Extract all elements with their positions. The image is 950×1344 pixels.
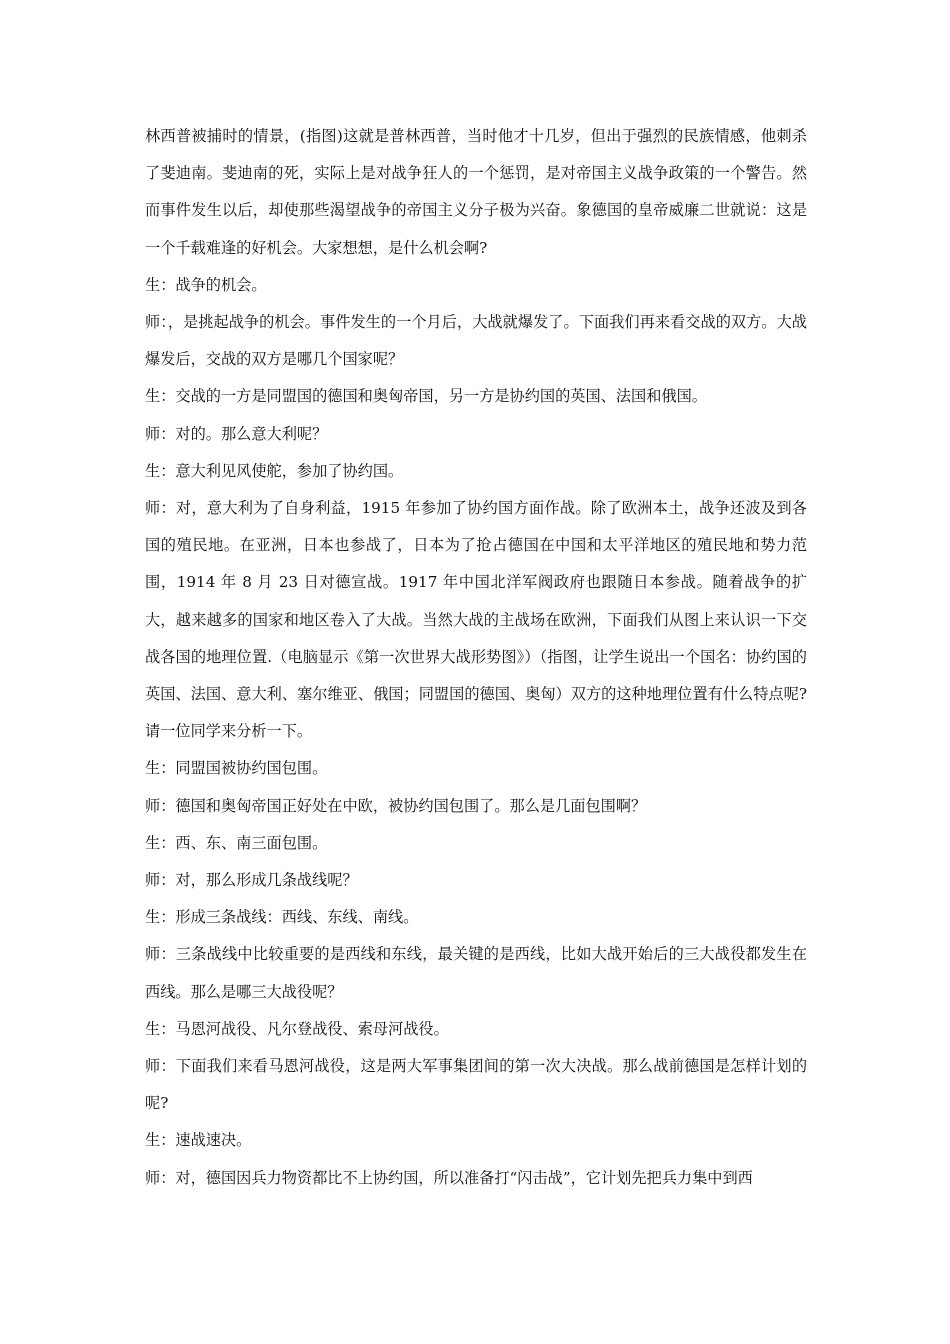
paragraph: 生：交战的一方是同盟国的德国和奥匈帝国，另一方是协约国的英国、法国和俄国。 (145, 387, 707, 406)
paragraph: 师：对，那么形成几条战线呢？ (145, 871, 358, 890)
paragraph: 生：西、东、南三面包围。 (145, 833, 328, 852)
paragraph: 师：德国和奥匈帝国正好处在中欧，被协约国包围了。那么是几面包围啊？ (145, 796, 647, 815)
paragraph: 林西普被捕时的情景，(指图)这就是普林西普，当时他才十几岁，但出于强烈的民族情感，他刺杀了斐迪南。斐迪南的死，实际上是对战争狂人的一个惩罚，是对帝国主义战争政策的一个警告。然而事件发生以后，却使那些渴望战争的帝国主义分子极为兴奋。象德国的皇帝威廉二世就说：这是一个千载难逢的好机会。大家想想，是什么机会啊? (145, 127, 807, 257)
paragraph: 师：三条战线中比较重要的是西线和东线，最关键的是西线，比如大战开始后的三大战役都发生在西线。那么是哪三大战役呢？ (145, 945, 807, 1001)
paragraph: 生：速战速决。 (145, 1131, 252, 1150)
paragraph: 师：对，意大利为了自身利益，1915 年参加了协约国方面作战。除了欧洲本土，战争还波及到各国的殖民地。在亚洲，日本也参战了，日本为了抢占德国在中国和太平洋地区的殖民地和势力范围，1914 年 8 月 23 日对德宣战。1917 年中国北洋军阀政府也跟随日本参战。随着战争的扩大，越来越多的国家和地区卷入了大战。当然大战的主战场在欧洲，下面我们从图上来认识一下交战各国的地理位置.（电脑显示《第一次世界大战形势图》）（指图，让学生说出一个国名：协约国的英国、法国、意大利、塞尔维亚、俄国；同盟国的德国、奥匈）双方的这种地理位置有什么特点呢?请一位同学来分析一下。 (145, 499, 807, 741)
paragraph: 生：战争的机会。 (145, 275, 267, 294)
paragraph: 师：对的。那么意大利呢？ (145, 424, 328, 443)
document-body (145, 118, 807, 1197)
paragraph: 师：下面我们来看马恩河战役，这是两大军事集团间的第一次大决战。那么战前德国是怎样计划的呢? (145, 1057, 807, 1113)
paragraph: 生：马恩河战役、凡尔登战役、索母河战役。 (145, 1019, 449, 1038)
paragraph: 生：意大利见风使舵，参加了协约国。 (145, 461, 404, 480)
paragraph: 师：，是挑起战争的机会。事件发生的一个月后，大战就爆发了。下面我们再来看交战的双方。大战爆发后，交战的双方是哪几个国家呢？ (145, 313, 807, 369)
paragraph: 生：形成三条战线：西线、东线、南线。 (145, 908, 419, 927)
paragraph: 生：同盟国被协约国包围。 (145, 759, 328, 778)
paragraph: 师：对，德国因兵力物资都比不上协约国，所以准备打“闪击战”，它计划先把兵力集中到西 (145, 1168, 753, 1187)
